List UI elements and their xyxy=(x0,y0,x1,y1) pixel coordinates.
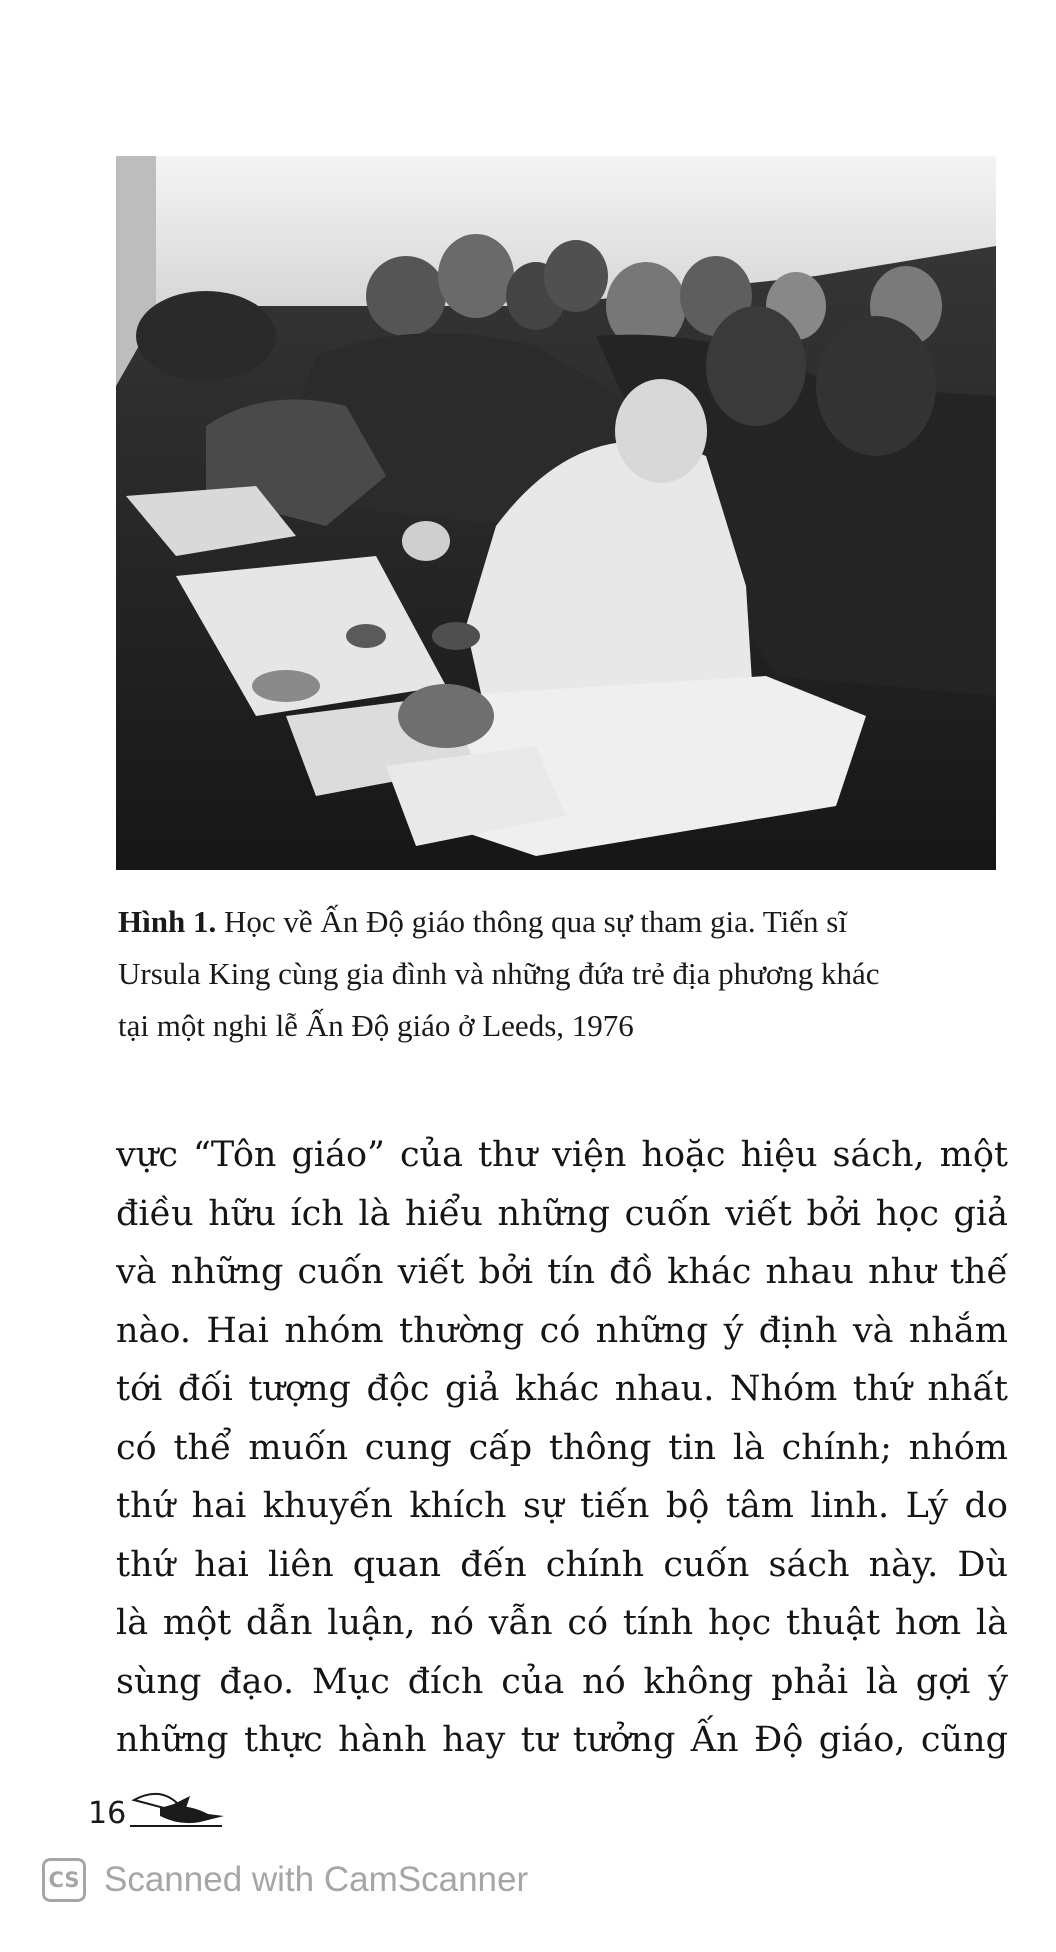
body-line: và những cuốn viết bởi tín đồ khác nhau như thế xyxy=(116,1252,1008,1292)
figure-photo xyxy=(116,156,996,870)
photo-icon xyxy=(116,156,996,870)
body-line: thứ hai khuyến khích sự tiến bộ tâm linh. Lý do xyxy=(116,1486,1008,1526)
caption-text-1: Học về Ấn Độ giáo thông qua sự tham gia. Tiến sĩ xyxy=(216,904,847,939)
caption-line-2: Ursula King cùng gia đình và những đứa trẻ địa phương khác xyxy=(118,956,880,991)
body-line: là một dẫn luận, nó vẫn có tính học thuật hơn là xyxy=(116,1603,1008,1643)
body-line: sùng đạo. Mục đích của nó không phải là gợi ý xyxy=(116,1661,1008,1702)
body-line: những thực hành hay tư tưởng Ấn Độ giáo, cũng xyxy=(116,1720,1008,1760)
watermark-text: Scanned with CamScanner xyxy=(104,1860,529,1899)
body-paragraph xyxy=(116,1126,1008,1770)
body-line: vực “Tôn giáo” của thư viện hoặc hiệu sách, một xyxy=(116,1135,1008,1175)
body-line: điều hữu ích là hiểu những cuốn viết bởi học giả xyxy=(116,1193,1008,1234)
page-number: 16 xyxy=(88,1796,127,1831)
body-line: có thể muốn cung cấp thông tin là chính; nhóm xyxy=(116,1427,1008,1468)
body-line: thứ hai liên quan đến chính cuốn sách này. Dù xyxy=(116,1544,1008,1585)
figure-label: Hình 1. xyxy=(118,904,217,939)
caption-line-1 xyxy=(118,896,1008,948)
figure-caption xyxy=(118,896,1008,1052)
caption-line-3: tại một nghi lễ Ấn Độ giáo ở Leeds, 1976 xyxy=(118,1008,634,1043)
body-line: nào. Hai nhóm thường có những ý định và nhắm xyxy=(116,1310,1008,1351)
bird-ornament-icon xyxy=(130,1786,226,1834)
camscanner-logo: CS xyxy=(42,1858,86,1902)
body-line: tới đối tượng độc giả khác nhau. Nhóm thứ nhất xyxy=(116,1369,1008,1409)
